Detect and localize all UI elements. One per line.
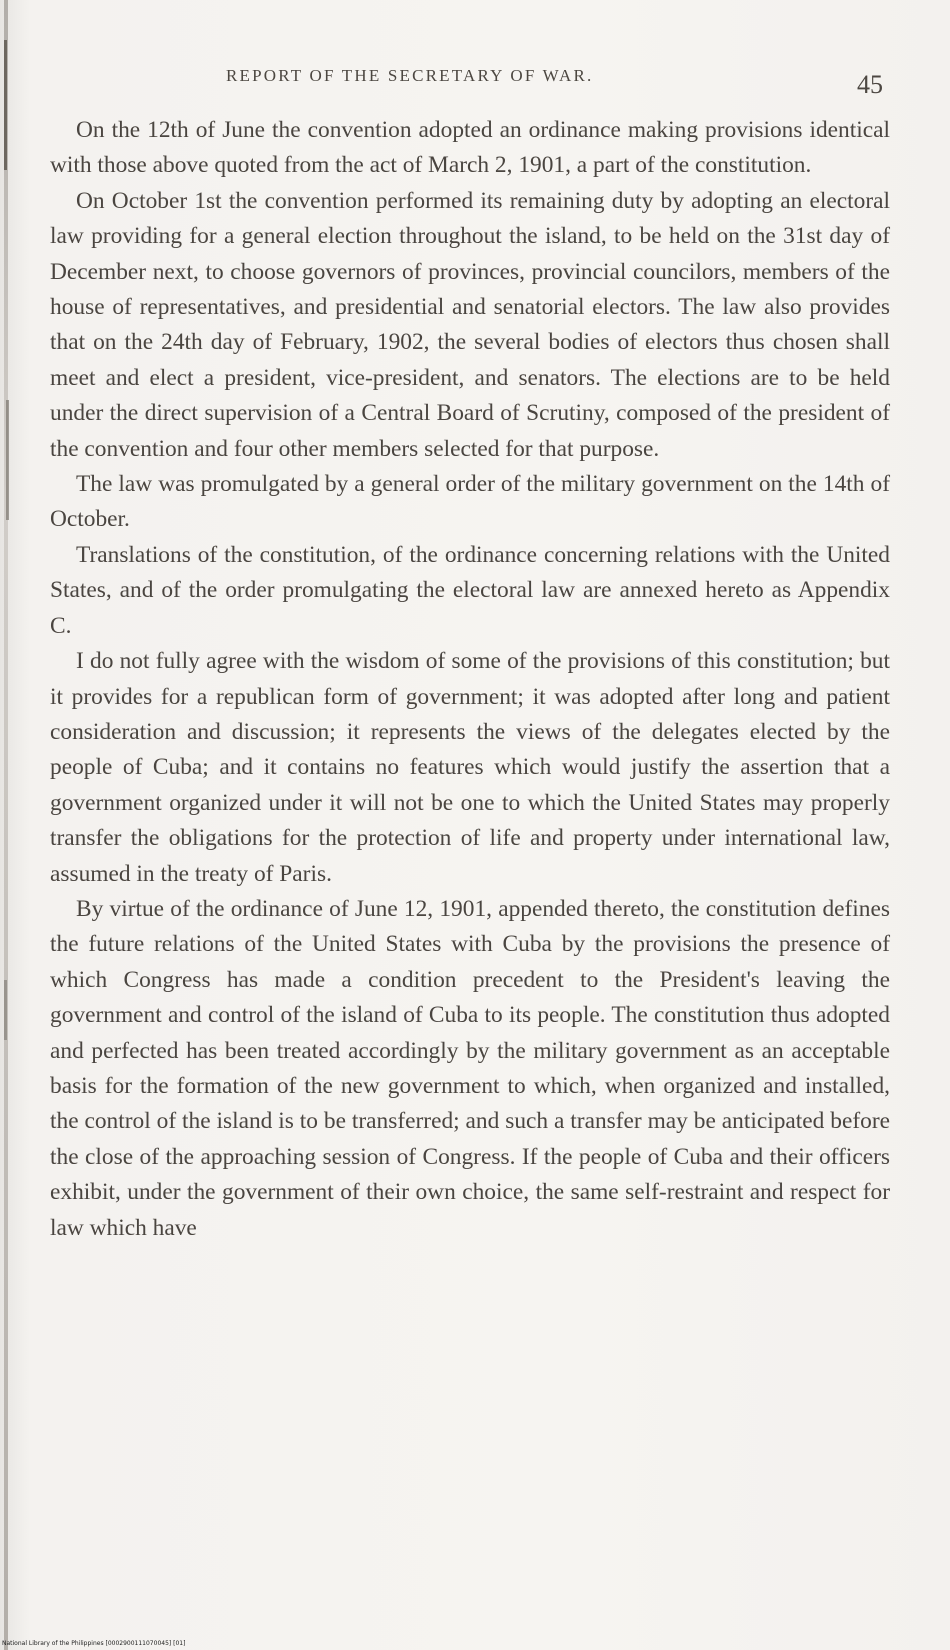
scan-footer: National Library of the Philippines [0002900111070045] [01] <box>2 1640 186 1647</box>
body-text <box>50 113 890 1246</box>
paragraph: On the 12th of June the convention adopted an ordinance making provisions identical with those above quoted from the act of March 2, 1901, a part of the constitution. <box>50 117 890 179</box>
binding-mark <box>4 980 7 1040</box>
page-spine-edge <box>4 0 8 1650</box>
paragraph: I do not fully agree with the wisdom of some of the provisions of this constitution; but it provides for a republican form of government; it was adopted after long and patient consideration and discussion; it represents the views of the delegates elected by the people of Cuba; and it contains no features which would justify the assertion that a government organized under it will not be one to which the United States may properly transfer the obligations for the protection of life and property under international law, assumed in the treaty of Paris. <box>50 648 890 887</box>
paragraph: Translations of the constitution, of the ordinance concerning relations with the United States, and of the order promulgating the electoral law are annexed hereto as Appendix C. <box>50 541 890 639</box>
paragraph: On October 1st the convention performed its remaining duty by adopting an electoral law providing for a general election throughout the island, to be held on the 31st day of December next, to choose governors of provinces, provincial councilors, members of the house of representatives, and presidential and senatorial electors. The law also provides that on the 24th day of February, 1902, the several bodies of electors thus chosen shall meet and elect a president, vice-president, and senators. The elections are to be held under the direct supervision of a Central Board of Scrutiny, composed of the president of the convention and four other members selected for that purpose. <box>50 187 890 462</box>
paragraph: The law was promulgated by a general order of the military government on the 14th of October. <box>50 471 890 533</box>
binding-mark <box>4 40 7 170</box>
running-head: REPORT OF THE SECRETARY OF WAR. <box>226 66 594 85</box>
paragraph: By virtue of the ordinance of June 12, 1901, appended thereto, the constitution defines the future relations of the United States with Cuba by the provisions the presence of which Congress has made a condition precedent to the President's leaving the government and control of the island of Cuba to its people. The constitution thus adopted and perfected has been treated accordingly by the military government as an acceptable basis for the formation of the new government to which, when organized and installed, the control of the island is to be transferred; and such a transfer may be anticipated before the close of the approaching session of Congress. If the people of Cuba and their officers exhibit, under the government of their own choice, the same self-restraint and respect for law which have <box>50 895 890 1241</box>
page-number: 45 <box>857 70 883 99</box>
binding-mark <box>6 400 9 520</box>
